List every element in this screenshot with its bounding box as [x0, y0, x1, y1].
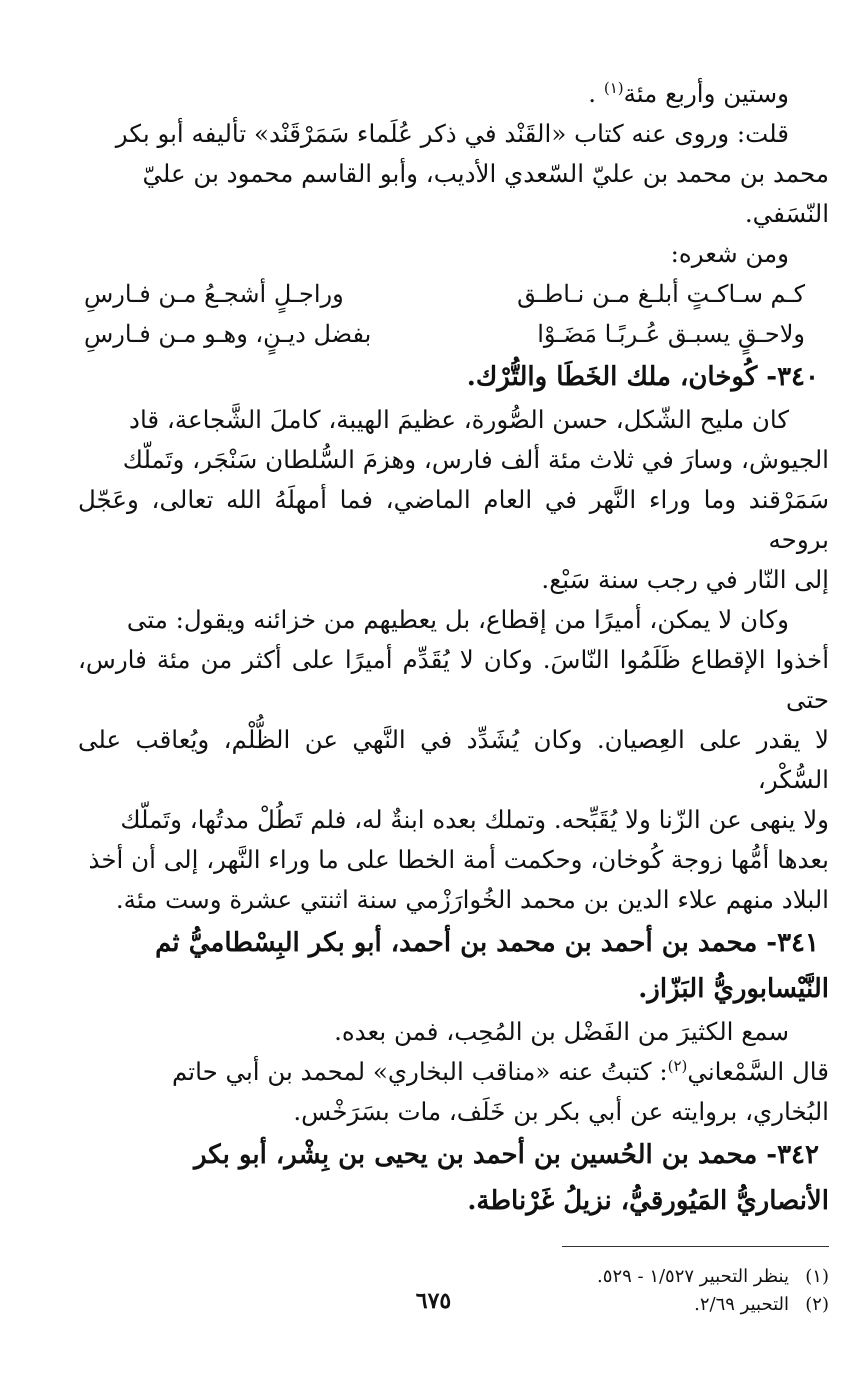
footnote-number: (٢)	[805, 1294, 829, 1315]
page-body	[78, 74, 829, 1336]
paragraph-line: البُخاري، بروايته عن أبي بكر بن خَلَف، مات بسَرَخْس.	[293, 1097, 829, 1126]
entry-heading: ٣٤٠- كُوخان، ملك الخَطَا والتُّرْك.	[466, 362, 819, 392]
footnote-ref[interactable]: (٢)	[667, 1056, 688, 1075]
entry-heading: ٣٤١- محمد بن أحمد بن محمد بن أحمد، أبو بكر البِسْطاميُّ ثم	[155, 928, 819, 958]
paragraph-line: ولا ينهى عن الزّنا ولا يُقَبِّحه. وتملك بعده ابنةٌ له، فلم تَطُلْ مدتُها، وتَملّك	[120, 805, 829, 834]
text-line: وستين وأربع مئة$^{(١)}$ .	[588, 78, 789, 108]
verse-line	[78, 314, 829, 354]
paragraph-line: قال السَّمْعاني$^{(٢)}$: كتبتُ عنه «مناقب البخاري» لمحمد بن أبي حاتم	[172, 1056, 829, 1086]
footnote-text: التحبير ٢/٦٩.	[694, 1294, 789, 1315]
paragraph-line: قلت: وروى عنه كتاب «القَنْد في ذكر عُلَماء سَمَرْقَنْد» تأليفه أبو بكر	[115, 119, 789, 148]
paragraph-line: كان مليح الشّكل، حسن الصُّورة، عظيمَ الهيبة، كاملَ الشَّجاعة، قاد	[129, 405, 789, 434]
paragraph-line: بعدها أمُّها زوجة كُوخان، وحكمت أمة الخطا على ما وراء النَّهر، إلى أن أخذ	[88, 845, 829, 874]
paragraph-line: محمد بن محمد بن عليّ السّعدي الأديب، وأبو القاسم محمود بن عليّ	[142, 159, 829, 188]
paragraph-line: الجيوش، وسارَ في ثلاث مئة ألف فارس، وهزمَ السُّلطان سَنْجَر، وتَملّك	[122, 445, 829, 474]
verse-line	[78, 274, 829, 314]
paragraph-line: ومن شعره:	[670, 239, 789, 268]
footnote-number: (١)	[805, 1266, 829, 1287]
verse-hemistich: ولاحـقٍ يسبـق عُـربًـا مَضَـوْا	[537, 320, 805, 348]
paragraph-line: البلاد منهم علاء الدين بن محمد الخُوارَزْمي سنة اثنتي عشرة وست مئة.	[115, 885, 829, 914]
paragraph-line: لا يقدر على العِصيان. وكان يُشَدِّد في النَّهي عن الظُّلْم، ويُعاقب على السُّكْر،	[78, 725, 829, 794]
paragraph-line: سمع الكثيرَ من الفَضْل بن المُحِب، فمن بعده.	[334, 1017, 789, 1046]
paragraph-line: النّسَفي.	[744, 199, 829, 228]
paragraph-line: وكان لا يمكن، أميرًا من إقطاع، بل يعطيهم من خزائنه ويقول: متى	[126, 605, 789, 634]
footnote-ref[interactable]: (١)	[603, 78, 624, 97]
footnote-divider	[562, 1246, 829, 1247]
entry-heading: ٣٤٢- محمد بن الحُسين بن أحمد بن يحيى بن بِشْر، أبو بكر	[193, 1140, 819, 1170]
verse-hemistich: كـم سـاكـتٍ أبلـغ مـن نـاطـق	[517, 280, 805, 308]
paragraph-line: إلى النّار في رجب سنة سَبْع.	[541, 565, 829, 594]
page-number: ٦٧٥	[415, 1288, 452, 1314]
entry-heading: النَّيْسابوريُّ البَزّاز.	[638, 974, 829, 1004]
verse-hemistich: وراجـلٍ أشجـعُ مـن فـارسِ	[84, 280, 344, 308]
footnote	[78, 1263, 829, 1291]
paragraph-line: أخذوا الإقطاع ظَلَمُوا النّاسَ. وكان لا يُقَدِّم أميرًا على أكثر من مئة فارس، حتى	[78, 645, 829, 714]
paragraph-line: سَمَرْقند وما وراء النَّهر في العام الماضي، فما أمهلَهُ الله تعالى، وعَجّل بروحه	[78, 485, 829, 554]
verse-hemistich: بفضل ديـنٍ، وهـو مـن فـارسِ	[84, 320, 372, 348]
footnote-text: ينظر التحبير ١/٥٢٧ - ٥٢٩.	[597, 1266, 789, 1287]
entry-heading: الأنصاريُّ المَيُورقيُّ، نزيلُ غَرْناطة.	[467, 1186, 829, 1216]
